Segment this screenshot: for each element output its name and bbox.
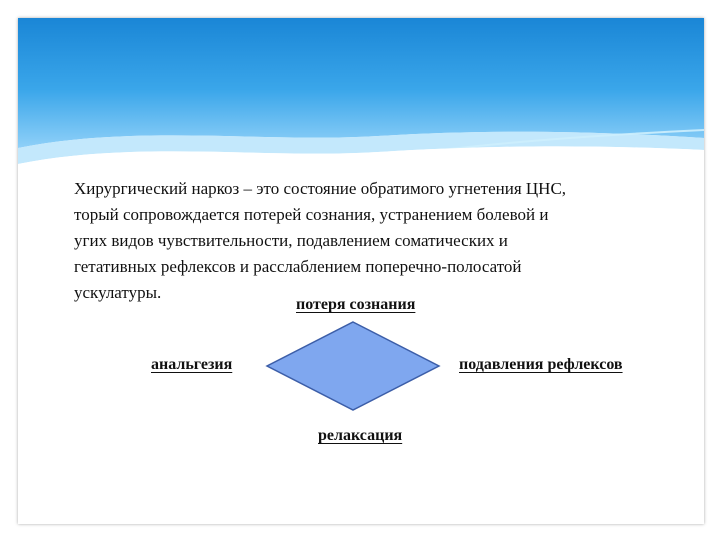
diagram-label-left: анальгезия (151, 356, 233, 373)
slide (18, 18, 704, 524)
diagram-label-bottom: релаксация (318, 427, 403, 444)
diamond-shape (263, 320, 443, 412)
diamond-polygon (267, 322, 439, 410)
definition-paragraph: Хирургический наркоз – это состояние обратимого угнетения ЦНС, торый сопровождается потерей сознания, устранением болевой и угих видов чувствительности, подавлением соматических и гетативных рефлексов и расслаблением поперечно-полосатой ускулатуры. (74, 179, 567, 302)
diagram-label-top: потеря сознания (296, 296, 416, 313)
header-wave-banner (18, 18, 704, 193)
diagram-label-right: подавления рефлексов (459, 356, 623, 373)
